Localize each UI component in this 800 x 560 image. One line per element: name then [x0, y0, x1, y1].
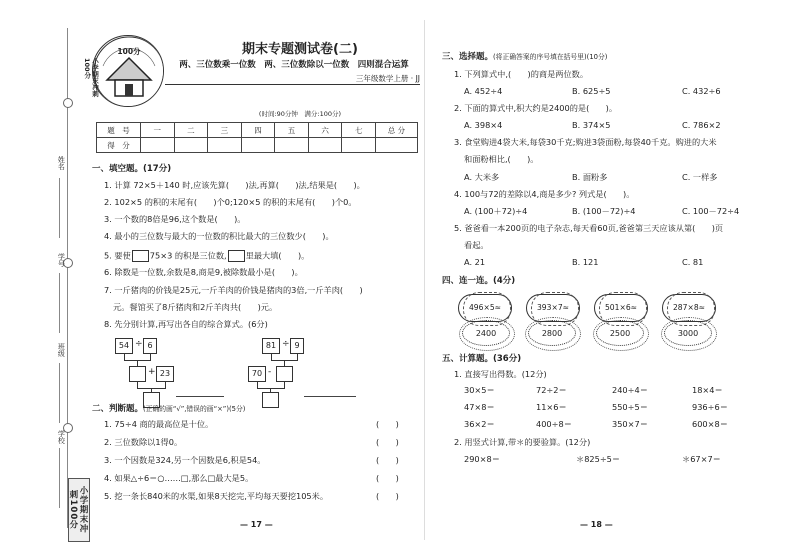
section3-heading-note: (将正确答案的序号填在括号里)(10分) — [493, 53, 608, 61]
judge-question-3: 3. 一个因数是324,另一个因数是6,积是54。 — [104, 455, 266, 465]
calc-subheading-2: 2. 用竖式计算,带＊的要验算。(12分) — [454, 437, 591, 447]
tree2-formula-line[interactable] — [304, 396, 356, 397]
match-flower-2[interactable]: 2800 — [528, 320, 576, 346]
oral-calc: 550÷5＝ — [612, 402, 648, 412]
logo-text: 小学期末冲刺100分 — [83, 58, 99, 97]
class-label: 班级 — [57, 343, 66, 357]
tree2-number-c: 70 — [248, 366, 266, 382]
oral-calc: 600×8＝ — [692, 419, 728, 429]
id-write-line[interactable] — [59, 273, 60, 333]
choice-3-option-a[interactable]: A. 大米多 — [464, 172, 500, 182]
page-gutter — [424, 20, 425, 540]
page-number-left: — 17 — — [240, 520, 273, 529]
tree1-number-a: 54 — [115, 338, 133, 354]
match-cloud-4[interactable]: 287×8≈ — [662, 294, 716, 322]
choice-4-option-b[interactable]: B. (100－72)÷4 — [572, 206, 636, 216]
choice-5-option-a[interactable]: A. 21 — [464, 257, 486, 267]
score-cell[interactable] — [342, 138, 376, 153]
fill-question-7-line2: 元。餐馆买了8斤猪肉和2斤羊肉共( )元。 — [113, 302, 278, 312]
tree2-number-a: 81 — [262, 338, 280, 354]
oral-calc: 47×8＝ — [464, 402, 495, 412]
oral-calc: 936÷6＝ — [692, 402, 728, 412]
score-header-cell: 五 — [275, 123, 309, 138]
grade-label: 三年级数学上册 · JJ — [355, 74, 420, 83]
judge-answer-5[interactable]: ( ) — [376, 491, 399, 501]
choice-1-option-c[interactable]: C. 432÷6 — [682, 86, 721, 96]
oral-calc: 350×7＝ — [612, 419, 648, 429]
tree1-number-c: 23 — [156, 366, 174, 382]
tree1-operator-1: ÷ — [135, 339, 143, 349]
time-info: (时间:90分钟 满分:100分) — [258, 110, 342, 118]
choice-1-option-b[interactable]: B. 625÷5 — [572, 86, 611, 96]
score-cell[interactable] — [308, 138, 342, 153]
svg-text:100分: 100分 — [117, 47, 141, 56]
section3-heading — [442, 52, 607, 62]
logo-house-icon — [93, 36, 164, 107]
fill-question-6: 6. 除数是一位数,余数是8,商是9,被除数最小是( )。 — [104, 267, 303, 277]
judge-answer-2[interactable]: ( ) — [376, 437, 399, 447]
choice-2-option-c[interactable]: C. 786×2 — [682, 120, 721, 130]
choice-5-option-b[interactable]: B. 121 — [572, 257, 599, 267]
binding-strip — [55, 28, 81, 538]
fill-question-7-line1: 7. 一斤猪肉的价钱是25元,一斤羊肉的价钱是猪肉的3倍,一斤羊肉( ) — [104, 285, 363, 295]
score-header-cell: 七 — [342, 123, 376, 138]
school-label: 学校 — [57, 430, 66, 444]
score-cell[interactable] — [208, 138, 242, 153]
student-id-label: 学号 — [57, 253, 66, 267]
q5-digit-box[interactable] — [132, 250, 149, 262]
choice-question-1: 1. 下列算式中,( )的商是两位数。 — [454, 69, 589, 79]
tree2-answer-box[interactable] — [276, 366, 293, 382]
oral-calc: 240÷4＝ — [612, 385, 648, 395]
section2-heading — [92, 404, 245, 414]
vertical-calc-2[interactable]: ＊825÷5＝ — [576, 454, 621, 464]
judge-question-4: 4. 如果△÷6＝○……□,那么□最大是5。 — [104, 473, 254, 483]
match-cloud-1[interactable]: 496×5≈ — [458, 294, 512, 322]
choice-question-3-cont: 和面粉相比,( )。 — [464, 154, 539, 164]
score-header-cell: 四 — [241, 123, 275, 138]
tree2-operator-1: ÷ — [282, 339, 290, 349]
judge-answer-4[interactable]: ( ) — [376, 473, 399, 483]
tree2-number-b: 9 — [290, 338, 304, 354]
fill-question-2: 2. 102×5 的积的末尾有( )个0;120×5 的积的末尾有( )个0。 — [104, 197, 357, 207]
title-rule — [165, 84, 420, 85]
judge-question-1: 1. 75÷4 商的最高位是十位。 — [104, 419, 214, 429]
tree1-operator-2: + — [148, 367, 156, 377]
choice-3-option-b[interactable]: B. 面粉多 — [572, 172, 608, 182]
tree1-answer-box[interactable] — [129, 366, 146, 382]
fill-question-8: 8. 先分别计算,再写出各自的综合算式。(6分) — [104, 319, 268, 329]
fill-question-5 — [104, 250, 309, 262]
oral-calc: 30×5＝ — [464, 385, 495, 395]
choice-question-4: 4. 100与72的差除以4,商是多少? 列式是( )。 — [454, 189, 635, 199]
vertical-calc-3[interactable]: ＊67×7＝ — [682, 454, 721, 464]
choice-4-option-c[interactable]: C. 100－72÷4 — [682, 206, 740, 216]
score-table — [96, 122, 418, 153]
choice-2-option-a[interactable]: A. 398×4 — [464, 120, 503, 130]
oral-calc: 36×2＝ — [464, 419, 495, 429]
brand-tab: 小学期末冲刺100分 — [68, 478, 90, 542]
judge-answer-1[interactable]: ( ) — [376, 419, 399, 429]
section4-heading: 四、连一连。(4分) — [442, 276, 516, 286]
score-header-cell: 三 — [208, 123, 242, 138]
score-cell[interactable] — [141, 138, 175, 153]
tree2-operator-2: - — [268, 367, 272, 377]
match-cloud-3[interactable]: 501×6≈ — [594, 294, 648, 322]
match-flower-4[interactable]: 3000 — [664, 320, 712, 346]
q5-part-a: 5. 要使 — [104, 250, 131, 261]
tree1-formula-line[interactable] — [176, 396, 224, 397]
q5-digit-box-ref — [228, 250, 245, 262]
score-header-cell: 题 号 — [97, 123, 141, 138]
page-subtitle: 两、三位数乘一位数 两、三位数除以一位数 四则混合运算 — [179, 60, 409, 70]
match-flower-1[interactable]: 2400 — [462, 320, 510, 346]
tree1-number-b: 6 — [143, 338, 157, 354]
choice-question-2: 2. 下面的算式中,积大约是2400的是( )。 — [454, 103, 618, 113]
right-page — [430, 0, 800, 560]
q5-part-c: 里最大填( )。 — [245, 250, 310, 261]
name-label: 姓名 — [57, 156, 66, 170]
binding-hole — [63, 98, 73, 108]
score-header-row — [97, 123, 418, 138]
brand-logo — [92, 35, 164, 107]
section2-heading-note: (正确的画“√”,错误的画“×”)(5分) — [143, 405, 246, 413]
tree2-result-box[interactable] — [262, 392, 279, 408]
judge-question-5: 5. 挖一条长840米的水渠,如果8天挖完,平均每天要挖105米。 — [104, 491, 329, 501]
score-cell[interactable] — [174, 138, 208, 153]
choice-question-5: 5. 爸爸看一本200页的电子杂志,每天看60页,爸爸第三天应该从第( )页 — [454, 223, 724, 233]
page-number-right: — 18 — — [580, 520, 613, 529]
fill-question-4: 4. 最小的三位数与最大的一位数的积比最大的三位数少( )。 — [104, 231, 334, 241]
choice-question-5-cont: 看起。 — [464, 240, 489, 250]
q5-part-b: 75×3 的积是三位数, — [149, 250, 227, 261]
choice-3-option-c[interactable]: C. 一样多 — [682, 172, 718, 182]
score-header-cell: 二 — [174, 123, 208, 138]
oral-calc: 18×4＝ — [692, 385, 723, 395]
oral-calc: 11×6＝ — [536, 402, 567, 412]
score-header-cell: 一 — [141, 123, 175, 138]
score-row-label: 得 分 — [97, 138, 141, 153]
fill-question-1: 1. 计算 72×5＋140 时,应该先算( )法,再算( )法,结果是( )。 — [104, 180, 365, 190]
score-cell[interactable] — [376, 138, 418, 153]
section2-heading-text: 二、判断题。 — [92, 404, 144, 414]
calc-subheading-1: 1. 直接写出得数。(12分) — [454, 369, 547, 379]
class-write-line[interactable] — [59, 363, 60, 423]
oral-calc: 72÷2＝ — [536, 385, 567, 395]
school-write-line[interactable] — [59, 448, 60, 508]
page-title: 期末专题测试卷(二) — [242, 42, 358, 57]
fill-question-3: 3. 一个数的8倍是96,这个数是( )。 — [104, 214, 246, 224]
vertical-calc-1[interactable]: 290×8＝ — [464, 454, 500, 464]
oral-calc: 400÷8＝ — [536, 419, 572, 429]
judge-question-2: 2. 三位数除以1得0。 — [104, 437, 183, 447]
judge-answer-3[interactable]: ( ) — [376, 455, 399, 465]
section1-heading: 一、填空题。(17分) — [92, 164, 172, 174]
score-header-cell: 总 分 — [376, 123, 418, 138]
choice-5-option-c[interactable]: C. 81 — [682, 257, 704, 267]
match-cloud-2[interactable]: 393×7≈ — [526, 294, 580, 322]
score-value-row — [97, 138, 418, 153]
match-flower-3[interactable]: 2500 — [596, 320, 644, 346]
section3-heading-text: 三、选择题。 — [442, 52, 494, 62]
choice-4-option-a[interactable]: A. (100＋72)÷4 — [464, 206, 528, 216]
name-write-line[interactable] — [59, 178, 60, 238]
choice-2-option-b[interactable]: B. 374×5 — [572, 120, 611, 130]
section5-heading: 五、计算题。(36分) — [442, 354, 522, 364]
score-header-cell: 六 — [308, 123, 342, 138]
score-cell[interactable] — [241, 138, 275, 153]
score-cell[interactable] — [275, 138, 309, 153]
choice-question-3: 3. 食堂购进4袋大米,每袋30千克;购进3袋面粉,每袋40千克。购进的大米 — [454, 137, 717, 147]
choice-1-option-a[interactable]: A. 452÷4 — [464, 86, 503, 96]
